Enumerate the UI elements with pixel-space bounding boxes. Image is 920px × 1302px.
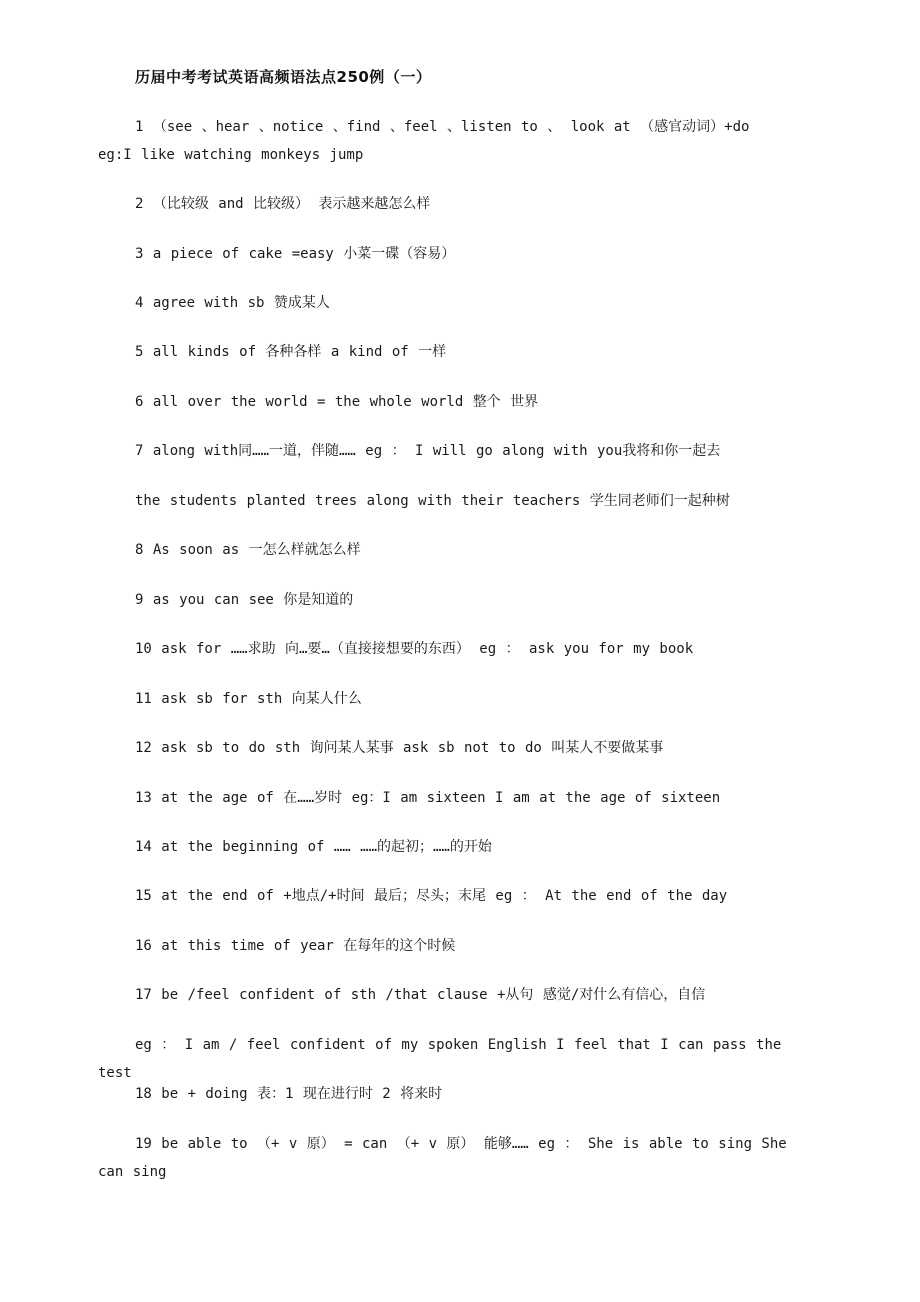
grammar-item-19: 19 be able to （+ v 原） = can （+ v 原） 能够…… eg ： She is able to sing She can sing	[98, 1136, 787, 1180]
grammar-item-11: 11 ask sb for sth 向某人什么	[135, 691, 362, 707]
grammar-item-3: 3 a piece of cake =easy 小菜一碟（容易）	[135, 246, 456, 262]
grammar-item-17-example: eg ： I am / feel confident of my spoken English I feel that I can pass the test	[98, 1037, 782, 1081]
grammar-item-2: 2 （比较级 and 比较级） 表示越来越怎么样	[135, 196, 431, 212]
grammar-item-13: 13 at the age of 在……岁时 eg：I am sixteen I am at the age of sixteen	[135, 790, 721, 806]
grammar-item-18: 18 be + doing 表：1 现在进行时 2 将来时	[135, 1086, 443, 1102]
grammar-item-8: 8 As soon as 一怎么样就怎么样	[135, 542, 361, 558]
grammar-item-6: 6 all over the world = the whole world 整个 世界	[135, 394, 539, 410]
grammar-item-12: 12 ask sb to do sth 询问某人某事 ask sb not to do 叫某人不要做某事	[135, 740, 664, 756]
grammar-item-10: 10 ask for ……求助 向…要…（直接接想要的东西） eg ： ask you for my book	[135, 641, 694, 657]
grammar-item-14: 14 at the beginning of …… ……的起初；……的开始	[135, 839, 492, 855]
grammar-item-9: 9 as you can see 你是知道的	[135, 592, 354, 608]
grammar-item-16: 16 at this time of year 在每年的这个时候	[135, 938, 456, 954]
grammar-item-1: 1 （see 、hear 、notice 、find 、feel 、listen to 、 look at （感官动词）+do eg:I like watching monkeys jump	[98, 119, 750, 163]
grammar-item-15: 15 at the end of +地点/+时间 最后；尽头；末尾 eg ： At the end of the day	[135, 888, 728, 904]
grammar-item-5: 5 all kinds of 各种各样 a kind of 一样	[135, 344, 447, 360]
grammar-item-4: 4 agree with sb 赞成某人	[135, 295, 330, 311]
grammar-item-17: 17 be /feel confident of sth /that clause +从句 感觉/对什么有信心，自信	[135, 987, 706, 1003]
grammar-item-7: 7 along with同……一道，伴随…… eg ： I will go along with you我将和你一起去	[135, 443, 721, 459]
document-title: 历届中考考试英语高频语法点250例（一）	[135, 68, 432, 86]
grammar-item-7-example: the students planted trees along with their teachers 学生同老师们一起种树	[135, 493, 730, 509]
